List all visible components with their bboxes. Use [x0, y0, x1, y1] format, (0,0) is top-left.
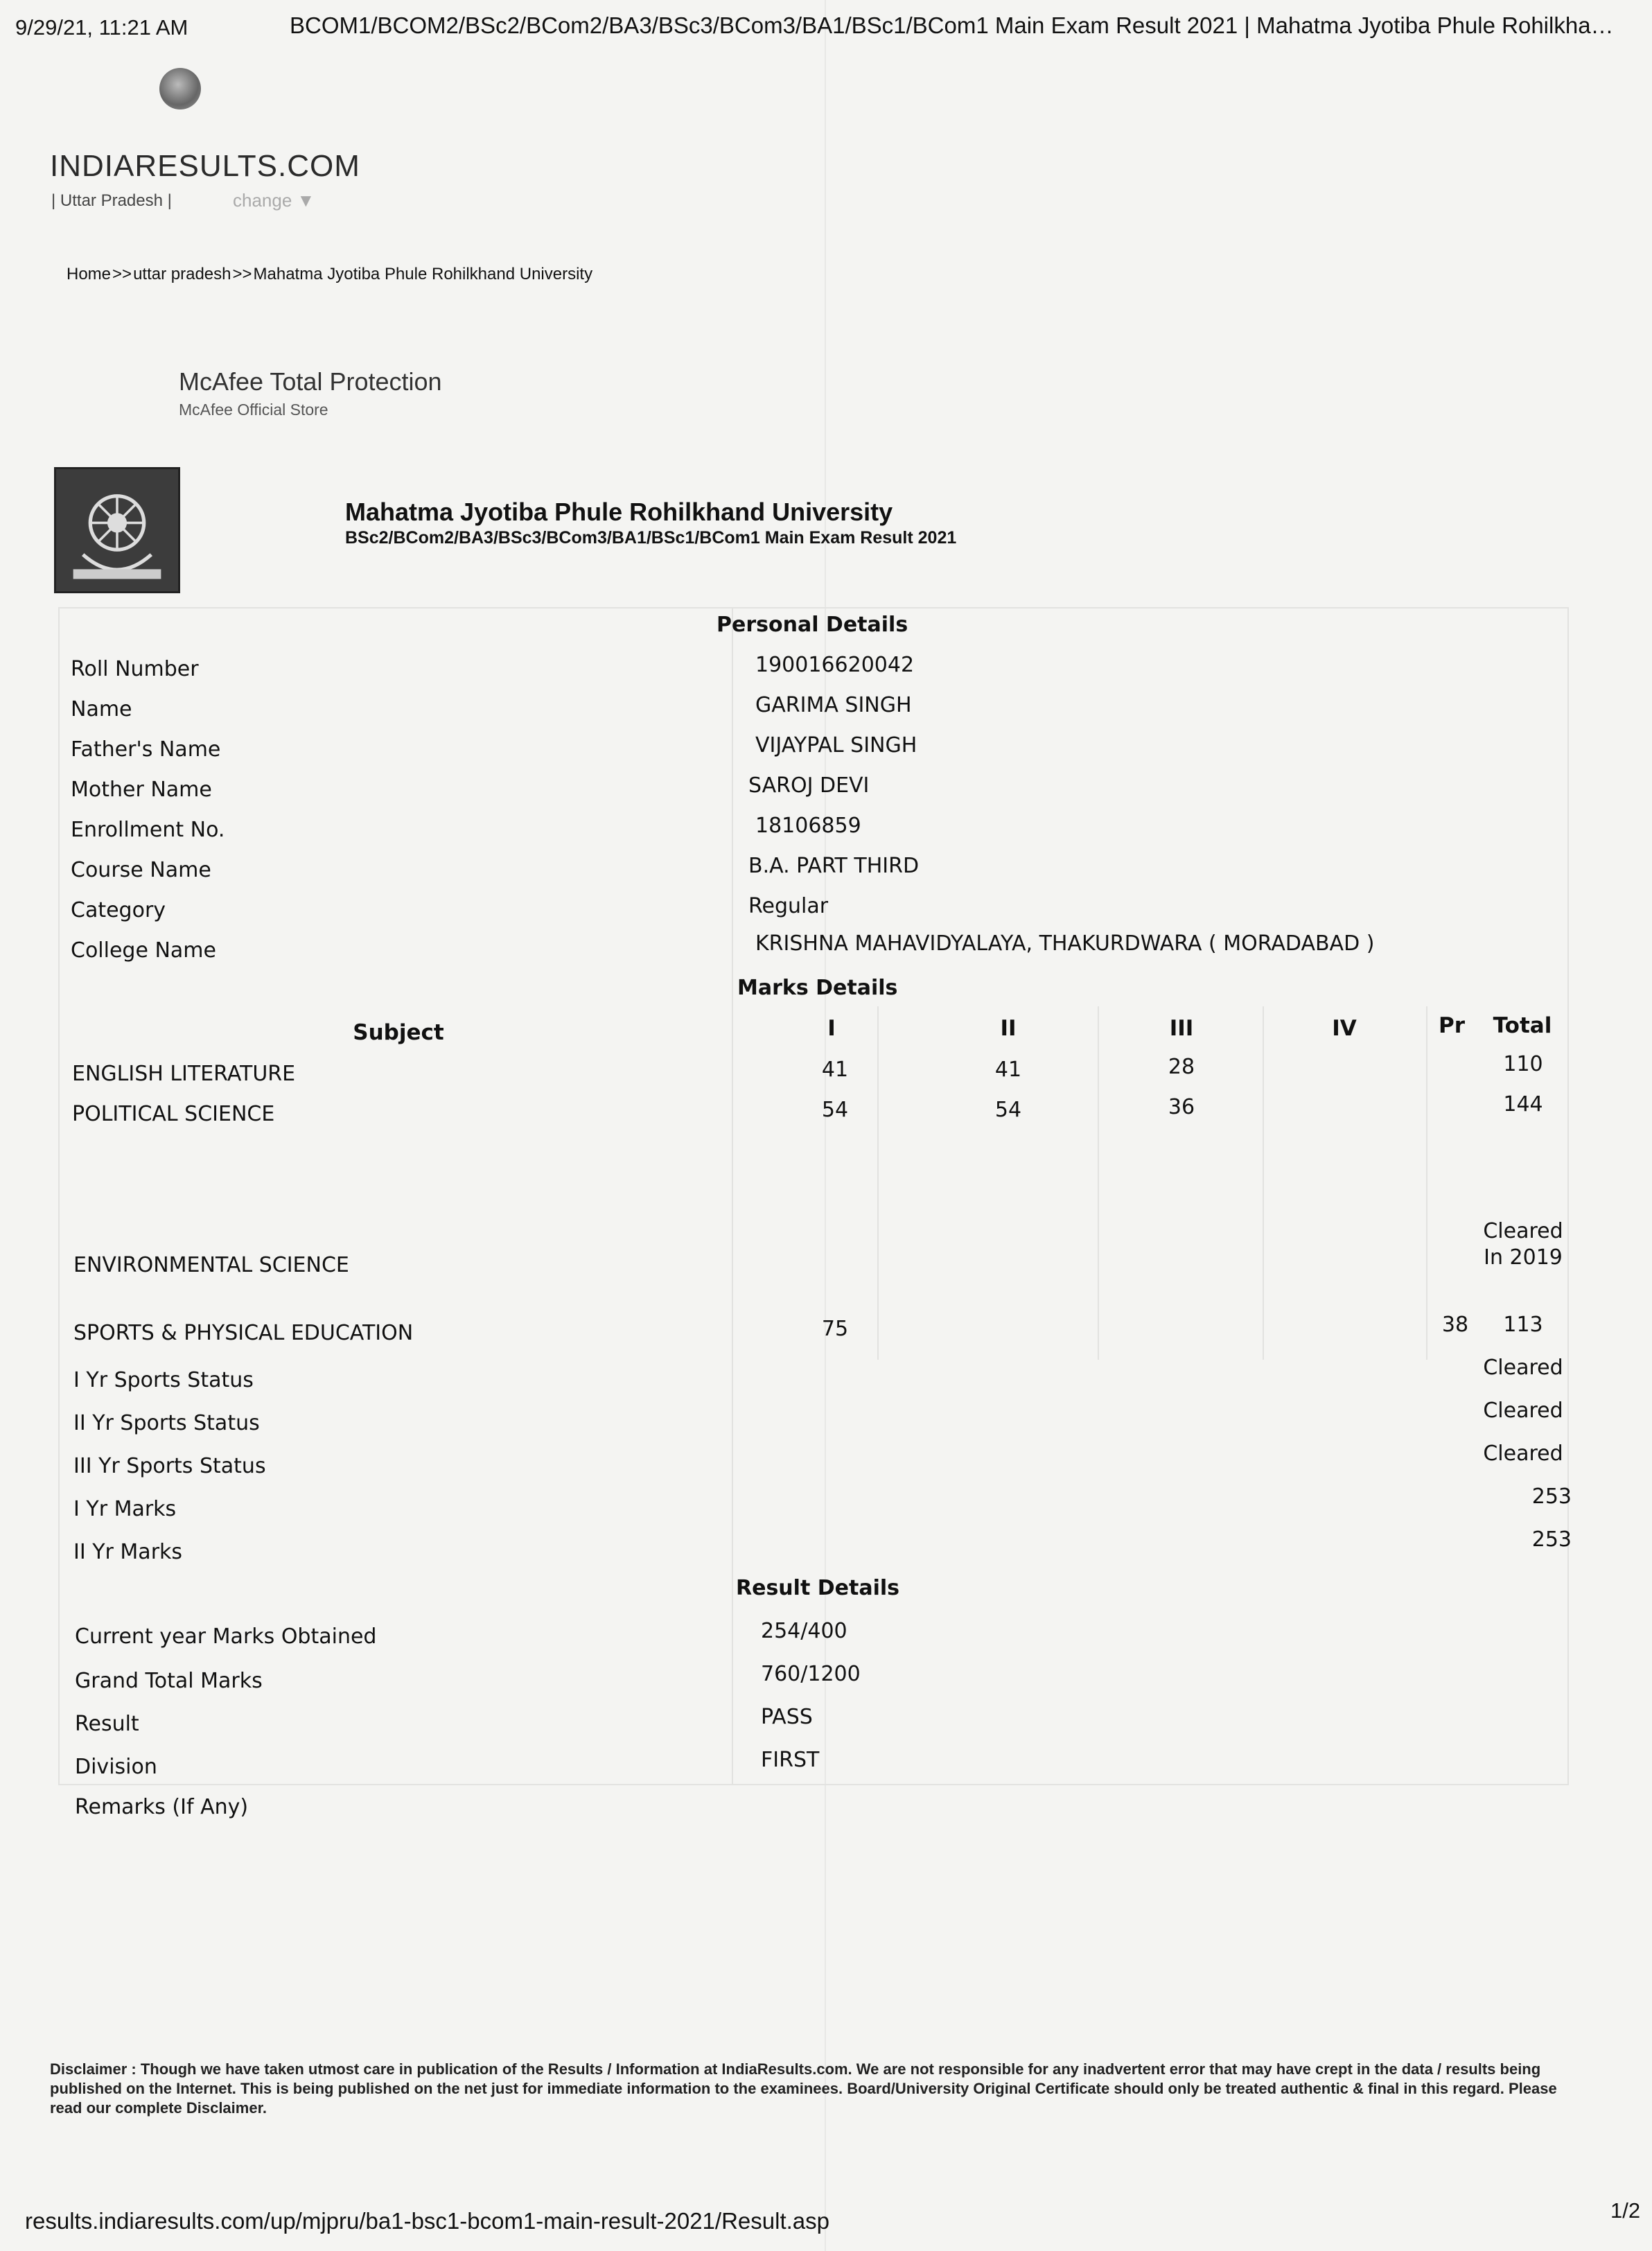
sports-status-yr3-label: III Yr Sports Status	[73, 1454, 266, 1478]
breadcrumb-state[interactable]: uttar pradesh	[133, 265, 231, 283]
yr2-marks-value: 253	[1531, 1527, 1572, 1552]
university-name: Mahatma Jyotiba Phule Rohilkhand University	[345, 498, 893, 526]
college-name-value: KRISHNA MAHAVIDYALAYA, THAKURDWARA ( MORADABAD )	[755, 931, 1375, 956]
marks-ii: 54	[994, 1098, 1022, 1122]
marks-details-heading: Marks Details	[737, 976, 898, 1000]
marks-pr: 38	[1441, 1313, 1469, 1337]
marks-i: 75	[821, 1317, 849, 1341]
column-divider	[1263, 1006, 1264, 1360]
table-border	[58, 1784, 1569, 1785]
site-logo-icon	[159, 68, 201, 110]
yr1-marks-label: I Yr Marks	[73, 1497, 177, 1521]
breadcrumb-university[interactable]: Mahatma Jyotiba Phule Rohilkhand University	[253, 265, 593, 283]
enrollment-label: Enrollment No.	[71, 818, 225, 842]
sports-status-yr2-label: II Yr Sports Status	[73, 1411, 260, 1435]
print-date: 9/29/21, 11:21 AM	[15, 15, 188, 40]
roll-number-value: 190016620042	[755, 653, 915, 677]
region-label: | Uttar Pradesh |	[51, 191, 172, 210]
division-label: Division	[75, 1755, 157, 1779]
column-header-iv: IV	[1332, 1016, 1357, 1041]
marks-i: 41	[821, 1058, 849, 1082]
remarks-label: Remarks (If Any)	[75, 1795, 249, 1819]
personal-details-heading: Personal Details	[717, 613, 908, 637]
subject-name: ENVIRONMENTAL SCIENCE	[73, 1253, 349, 1277]
paper-fold	[825, 0, 826, 2251]
yr2-marks-label: II Yr Marks	[73, 1540, 183, 1564]
mother-name-value: SAROJ DEVI	[748, 773, 870, 798]
change-region-link[interactable]: change ▼	[233, 190, 315, 211]
current-year-marks-value: 254/400	[761, 1619, 847, 1643]
print-page-title: BCOM1/BCOM2/BSc2/BCom2/BA3/BSc3/BCom3/BA1/BSc1/BCom1 Main Exam Result 2021 | Mahatma Jyotiba Phule Rohilkha…	[290, 12, 1614, 38]
marks-total: 113	[1503, 1313, 1543, 1337]
column-header-subject: Subject	[353, 1020, 444, 1045]
column-header-i: I	[827, 1016, 836, 1041]
column-header-total: Total	[1493, 1013, 1552, 1038]
course-name-value: B.A. PART THIRD	[748, 854, 920, 878]
disclaimer-text: Though we have taken utmost care in publication of the Results / Information at IndiaResults.com. We are not responsible for any inadvertent error that may have crept in the data / results being published on the Internet. This is being published on the net just for immediate information to the examinees. Board/University Original Certificate should only be treated authentic & final in this regard. Please read our complete	[50, 2060, 1557, 2117]
college-name-label: College Name	[71, 938, 216, 963]
breadcrumb-separator: >>	[112, 265, 132, 283]
category-value: Regular	[748, 894, 829, 918]
exam-title: BSc2/BCom2/BA3/BSc3/BCom3/BA1/BSc1/BCom1 Main Exam Result 2021	[345, 528, 957, 548]
course-name-label: Course Name	[71, 858, 211, 882]
enrollment-value: 18106859	[755, 814, 861, 838]
fathers-name-value: VIJAYPAL SINGH	[755, 733, 917, 757]
table-border	[1567, 607, 1569, 1785]
marks-total: 110	[1503, 1052, 1543, 1076]
marks-iii: 28	[1168, 1055, 1195, 1079]
column-header-iii: III	[1169, 1016, 1194, 1041]
print-footer-url: results.indiaresults.com/up/mjpru/ba1-bsc1-bcom1-main-result-2021/Result.asp	[25, 2208, 829, 2234]
subject-name: POLITICAL SCIENCE	[72, 1102, 275, 1126]
sports-status-yr3-value: Cleared	[1483, 1442, 1563, 1466]
result-details-heading: Result Details	[736, 1576, 899, 1600]
column-divider	[1098, 1006, 1099, 1360]
marks-iii: 36	[1168, 1095, 1195, 1119]
column-divider	[1426, 1006, 1427, 1360]
university-seal-icon	[54, 467, 180, 593]
marks-total: Cleared In 2019	[1483, 1219, 1563, 1270]
column-header-pr: Pr	[1438, 1013, 1465, 1038]
table-border	[58, 607, 1569, 608]
ad-subtitle[interactable]: McAfee Official Store	[179, 401, 328, 419]
column-divider	[877, 1006, 879, 1360]
result-label: Result	[75, 1712, 139, 1736]
name-label: Name	[71, 697, 132, 721]
category-label: Category	[71, 898, 166, 922]
yr1-marks-value: 253	[1531, 1484, 1572, 1509]
breadcrumb-home[interactable]: Home	[67, 265, 112, 283]
sports-status-yr1-value: Cleared	[1483, 1356, 1563, 1380]
breadcrumb	[67, 265, 594, 284]
disclaimer	[50, 2060, 1588, 2118]
marks-total: 144	[1503, 1092, 1543, 1116]
print-page-number: 1/2	[1610, 2198, 1641, 2223]
disclaimer-link[interactable]: Disclaimer.	[186, 2099, 267, 2117]
subject-name: ENGLISH LITERATURE	[72, 1062, 296, 1086]
mother-name-label: Mother Name	[71, 778, 212, 802]
sports-status-yr1-label: I Yr Sports Status	[73, 1368, 254, 1392]
table-divider	[732, 607, 733, 1785]
ad-title[interactable]: McAfee Total Protection	[179, 367, 442, 396]
grand-total-value: 760/1200	[761, 1662, 861, 1686]
name-value: GARIMA SINGH	[755, 693, 912, 717]
disclaimer-lead: Disclaimer :	[50, 2060, 137, 2078]
sports-status-yr2-value: Cleared	[1483, 1399, 1563, 1423]
table-border	[58, 607, 60, 1785]
marks-i: 54	[821, 1098, 849, 1122]
breadcrumb-separator: >>	[232, 265, 252, 283]
site-logo[interactable]: INDIARESULTS.COM	[50, 149, 360, 183]
fathers-name-label: Father's Name	[71, 737, 221, 762]
current-year-marks-label: Current year Marks Obtained	[75, 1624, 377, 1649]
column-header-ii: II	[1000, 1016, 1017, 1041]
subject-name: SPORTS & PHYSICAL EDUCATION	[73, 1321, 414, 1345]
roll-number-label: Roll Number	[71, 657, 199, 681]
marks-ii: 41	[994, 1058, 1022, 1082]
division-value: FIRST	[761, 1748, 820, 1772]
grand-total-label: Grand Total Marks	[75, 1669, 263, 1693]
result-value: PASS	[761, 1705, 813, 1729]
